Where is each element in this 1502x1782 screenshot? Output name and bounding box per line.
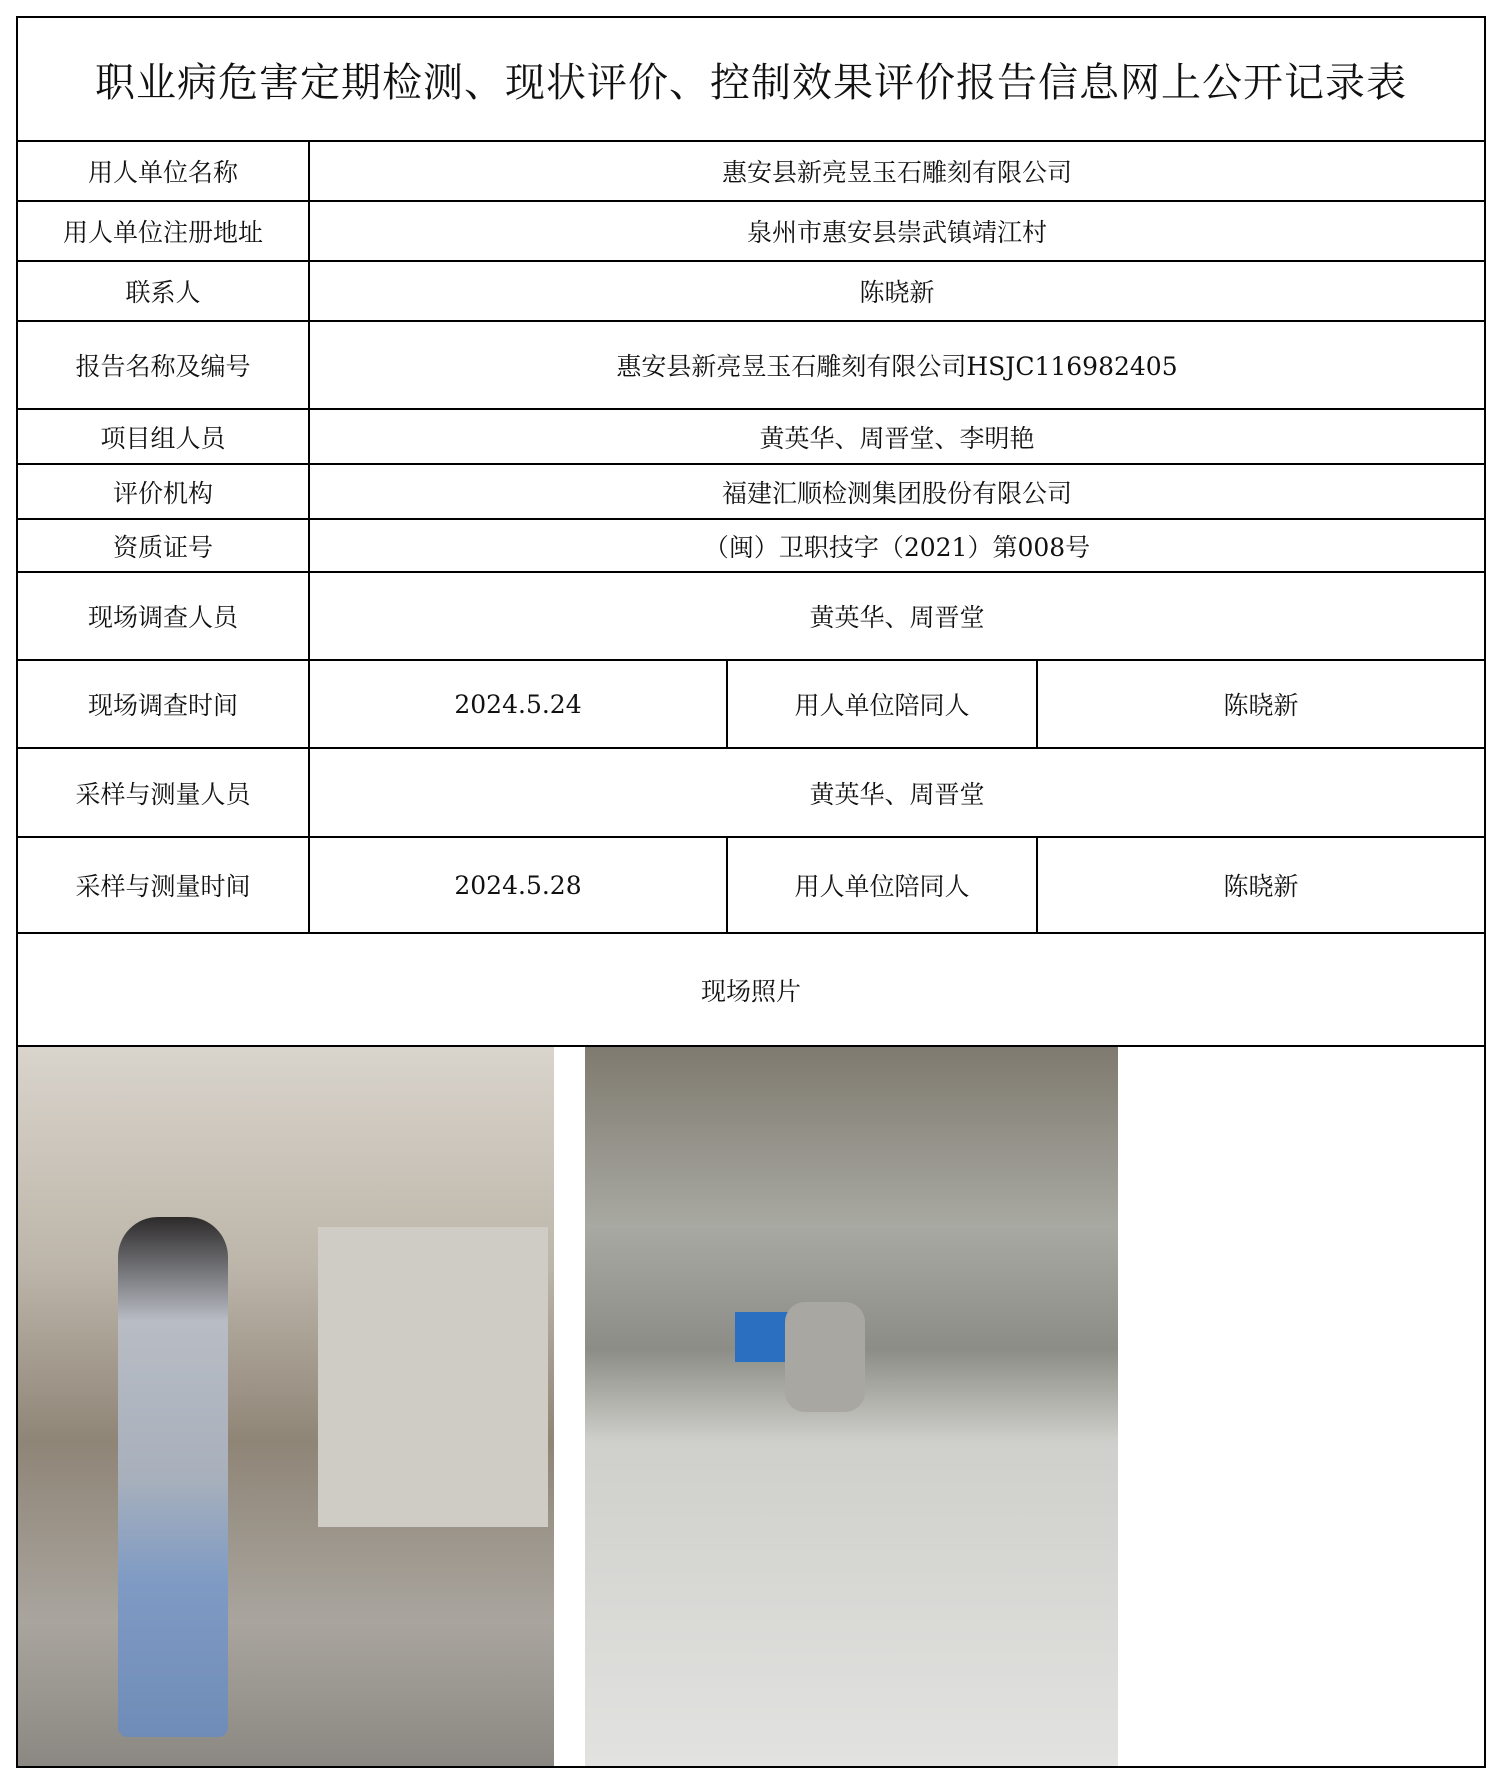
value: 惠安县新亮昱玉石雕刻有限公司 [721,158,1072,187]
row-report-name [18,322,1484,410]
label: 联系人 [18,262,310,320]
value: 2024.5.28 [310,838,728,932]
label: 评价机构 [18,465,310,518]
value: 惠安县新亮昱玉石雕刻有限公司HSJC116982405 [616,352,1178,381]
row-employer-name [18,142,1484,202]
row-project-team [18,410,1484,465]
accomp-label: 用人单位陪同人 [728,661,1038,747]
label: 采样与测量人员 [18,749,310,836]
label: 项目组人员 [18,410,310,463]
label: 报告名称及编号 [18,322,310,408]
row-survey-staff [18,573,1484,661]
sampling-instrument [735,1312,790,1362]
row-qualification [18,520,1484,573]
value: 泉州市惠安县崇武镇靖江村 [746,218,1047,247]
accomp-label: 用人单位陪同人 [728,838,1038,932]
row-photos-label [18,934,1484,1047]
row-contact [18,262,1484,322]
value: 黄英华、周晋堂、李明艳 [759,423,1035,453]
value: 陈晓新 [859,278,935,307]
accomp-value: 陈晓新 [1223,691,1299,720]
label: 资质证号 [18,520,310,571]
row-sampling-staff [18,749,1484,838]
machine [318,1227,548,1527]
value: 黄英华、周晋堂 [809,603,985,632]
label: 用人单位注册地址 [18,202,310,260]
worker-figure [785,1302,865,1412]
row-sampling-time [18,838,1484,934]
site-photo-2 [585,1047,1118,1766]
row-evaluation-agency [18,465,1484,520]
value: （闽）卫职技字（2021）第008号 [703,532,1091,562]
label: 现场调查时间 [18,661,310,747]
accomp-value: 陈晓新 [1223,872,1299,901]
photos-label: 现场照片 [700,976,801,1006]
title-row [18,18,1484,142]
value: 福建汇顺检测集团股份有限公司 [721,478,1072,508]
label: 采样与测量时间 [18,838,310,932]
row-employer-address [18,202,1484,262]
page-title: 职业病危害定期检测、现状评价、控制效果评价报告信息网上公开记录表 [95,59,1407,106]
site-photo-1 [18,1047,554,1766]
row-survey-time [18,661,1484,749]
label: 现场调查人员 [18,573,310,659]
value: 黄英华、周晋堂 [809,779,985,809]
record-table [16,16,1486,1768]
value: 2024.5.24 [310,661,728,747]
person-figure [118,1217,228,1737]
label: 用人单位名称 [18,142,310,200]
